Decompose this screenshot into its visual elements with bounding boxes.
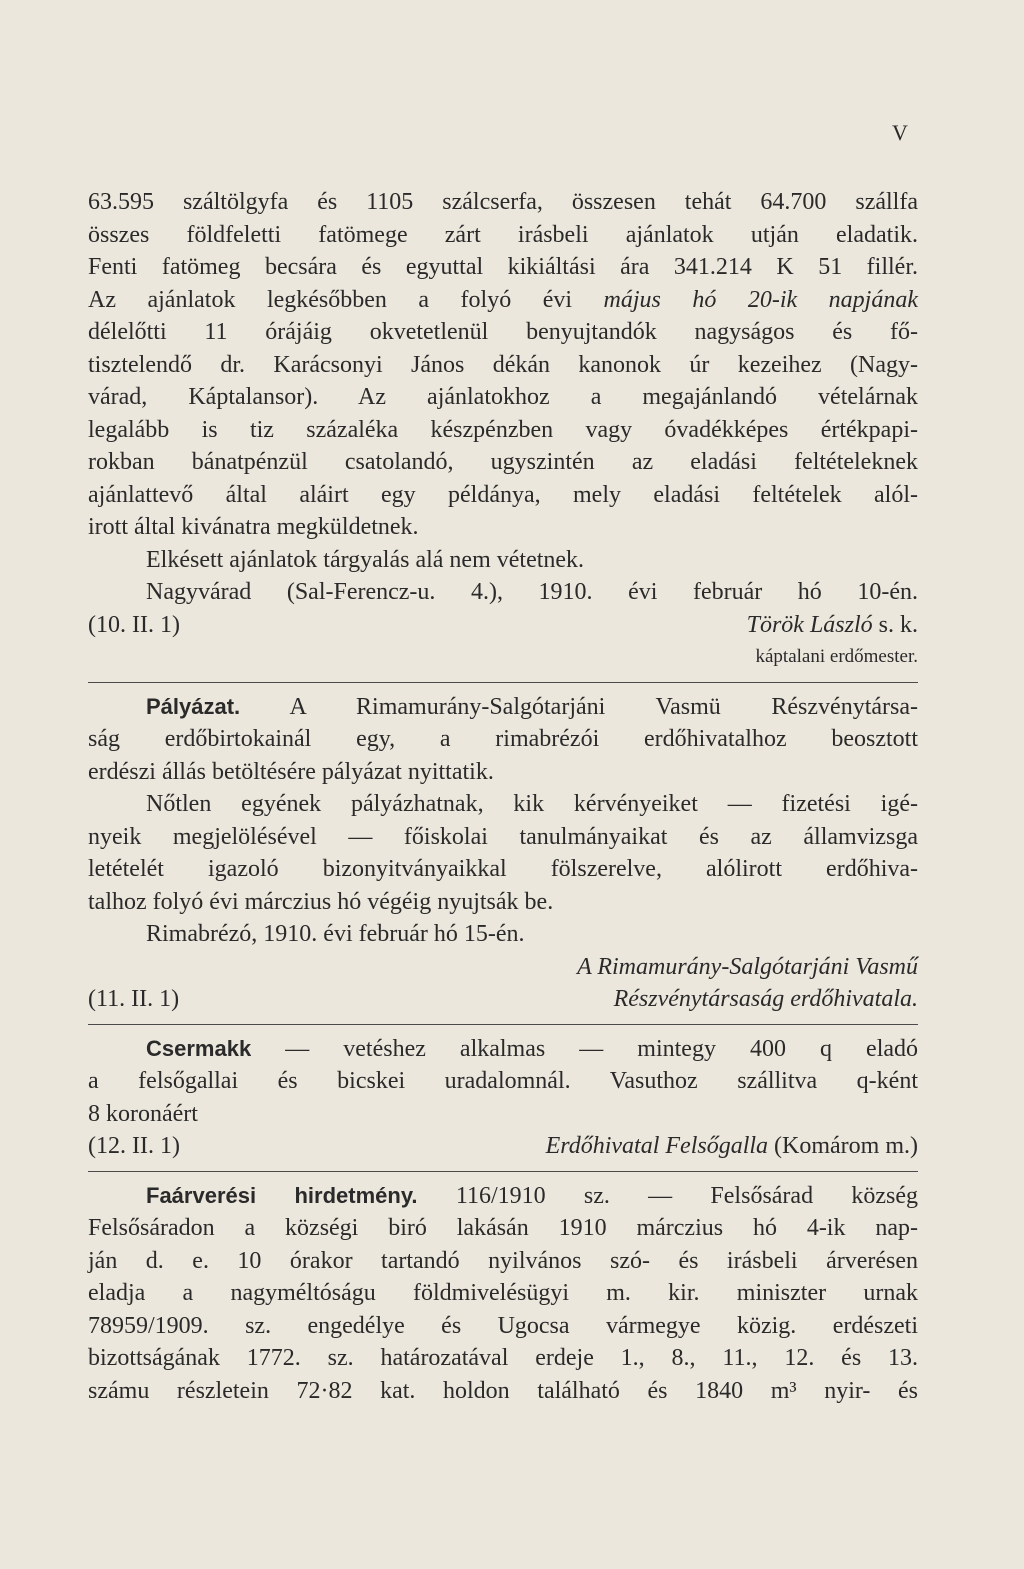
text-line xyxy=(88,1180,918,1213)
text-line: ajánlattevő által aláirt egy példánya, mely eladási feltételek alól- xyxy=(88,481,918,508)
text-fragment: — vetéshez alkalmas — mintegy 400 q eladó xyxy=(285,1035,919,1062)
text-line xyxy=(88,1033,918,1066)
text-line: talhoz folyó évi márczius hó végéig nyujtsák be. xyxy=(88,888,554,915)
place-date: Rimabrézó, 1910. évi február hó 15-én. xyxy=(146,921,525,947)
signer-line: A Rimamurány-Salgótarjáni Vasmű xyxy=(577,953,918,980)
reference-number: (12. II. 1) xyxy=(88,1133,180,1159)
text-line: bizottságának 1772. sz. határozatával erdeje 1., 8., 11., 12. és 13. xyxy=(88,1345,918,1371)
notice-heading: Csermakk xyxy=(146,1035,252,1061)
text-line: 78959/1909. sz. engedélye és Ugocsa vármegye közig. erdészeti xyxy=(88,1312,918,1339)
page-number: V xyxy=(892,120,908,145)
text-line xyxy=(88,284,918,317)
text-line: Nőtlen egyének pályázhatnak, kik kérvényeiket — fizetési igé- xyxy=(146,791,918,817)
signer-name: Részvénytársaság erdőhivatala. xyxy=(613,986,918,1012)
divider xyxy=(88,1024,918,1025)
text-line: Felsősáradon a községi biró lakásán 1910 márczius hó 4-ik nap- xyxy=(88,1215,918,1241)
text-line: 63.595 száltölgyfa és 1105 szálcserfa, összesen tehát 64.700 szállfa xyxy=(88,189,918,215)
signature-row xyxy=(88,983,918,1016)
text-line: ján d. e. 10 órakor tartandó nyilvános szó- és irásbeli árverésen xyxy=(88,1247,918,1274)
text-fragment: Az ajánlatok legkésőbben a folyó évi xyxy=(88,286,573,313)
text-line: ság erdőbirtokainál egy, a rimabrézói erdőhivatalhoz beosztott xyxy=(88,726,918,752)
text-line: legalább is tiz százaléka készpénzben vagy óvadékképes értékpapi- xyxy=(88,416,918,443)
auction-notice xyxy=(88,1180,918,1408)
signature-row xyxy=(88,609,918,642)
divider xyxy=(88,682,918,683)
reference-number: (11. II. 1) xyxy=(88,986,180,1012)
signer-name: Török László xyxy=(746,611,873,638)
text-line: összes földfeletti fatömege zárt irásbeli ajánlatok utján eladatik. xyxy=(88,221,918,248)
text-line: eladja a nagyméltóságu földmivelésügyi m. kir. miniszter urnak xyxy=(88,1280,918,1306)
text-line: délelőtti 11 órájáig okvetetlenül benyujtandók nagyságos és fő- xyxy=(88,319,918,345)
text-line: irott által kivánatra megküldetnek. xyxy=(88,514,419,540)
text-line: rokban bánatpénzül csatolandó, ugyszintén az eladási feltételeknek xyxy=(88,449,918,475)
text-line: nyeik megjelölésével — főiskolai tanulmányaikat és az államvizsga xyxy=(88,823,918,850)
reference-number: (10. II. 1) xyxy=(88,611,180,638)
text-line: tisztelendő dr. Karácsonyi János dékán kanonok úr kezeihez (Nagy- xyxy=(88,351,918,378)
text-line: várad, Káptalansor). Az ajánlatokhoz a megajánlandó vételárnak xyxy=(88,384,918,410)
signer-title: káptalani erdőmester. xyxy=(755,646,918,667)
place-date: Nagyvárad (Sal-Ferencz-u. 4.), 1910. évi február hó 10-én. xyxy=(146,579,918,605)
text-line: Elkésett ajánlatok tárgyalás alá nem vétetnek. xyxy=(146,546,585,573)
signature-row xyxy=(88,1130,918,1163)
signer-name: Erdőhivatal Felsőgalla xyxy=(545,1133,769,1159)
text-fragment: A Rimamurány-Salgótarjáni Vasmü Részvénytársa- xyxy=(289,693,918,720)
text-line: Fenti fatömeg becsára és egyuttal kikiáltási ára 341.214 K 51 fillér. xyxy=(88,254,918,280)
signer-suffix: s. k. xyxy=(878,611,918,638)
job-posting-notice xyxy=(88,691,918,1016)
notice-heading: Pályázat. xyxy=(146,693,241,719)
text-fragment: 116/1910 sz. — Felsősárad község xyxy=(455,1182,919,1209)
text-line: 8 koronáért xyxy=(88,1100,198,1127)
text-line: számu részletein 72·82 kat. holdon található és 1840 m³ nyir- és xyxy=(88,1377,918,1404)
notice-heading: Faárverési hirdetmény. xyxy=(146,1182,418,1208)
signer-suffix: (Komárom m.) xyxy=(774,1133,918,1159)
seed-sale-notice xyxy=(88,1033,918,1163)
text-line: a felsőgallai és bicskei uradalomnál. Vasuthoz szállitva q-ként xyxy=(88,1068,918,1094)
divider xyxy=(88,1171,918,1172)
text-line: letételét igazoló bizonyitványaikkal fölszerelve, alólirott erdőhiva- xyxy=(88,856,918,882)
page-body xyxy=(88,186,918,1407)
timber-sale-notice xyxy=(88,186,918,674)
deadline-text: május hó 20-ik napjának xyxy=(603,286,918,313)
text-line: erdészi állás betöltésére pályázat nyittatik. xyxy=(88,758,494,785)
text-line xyxy=(88,691,918,724)
